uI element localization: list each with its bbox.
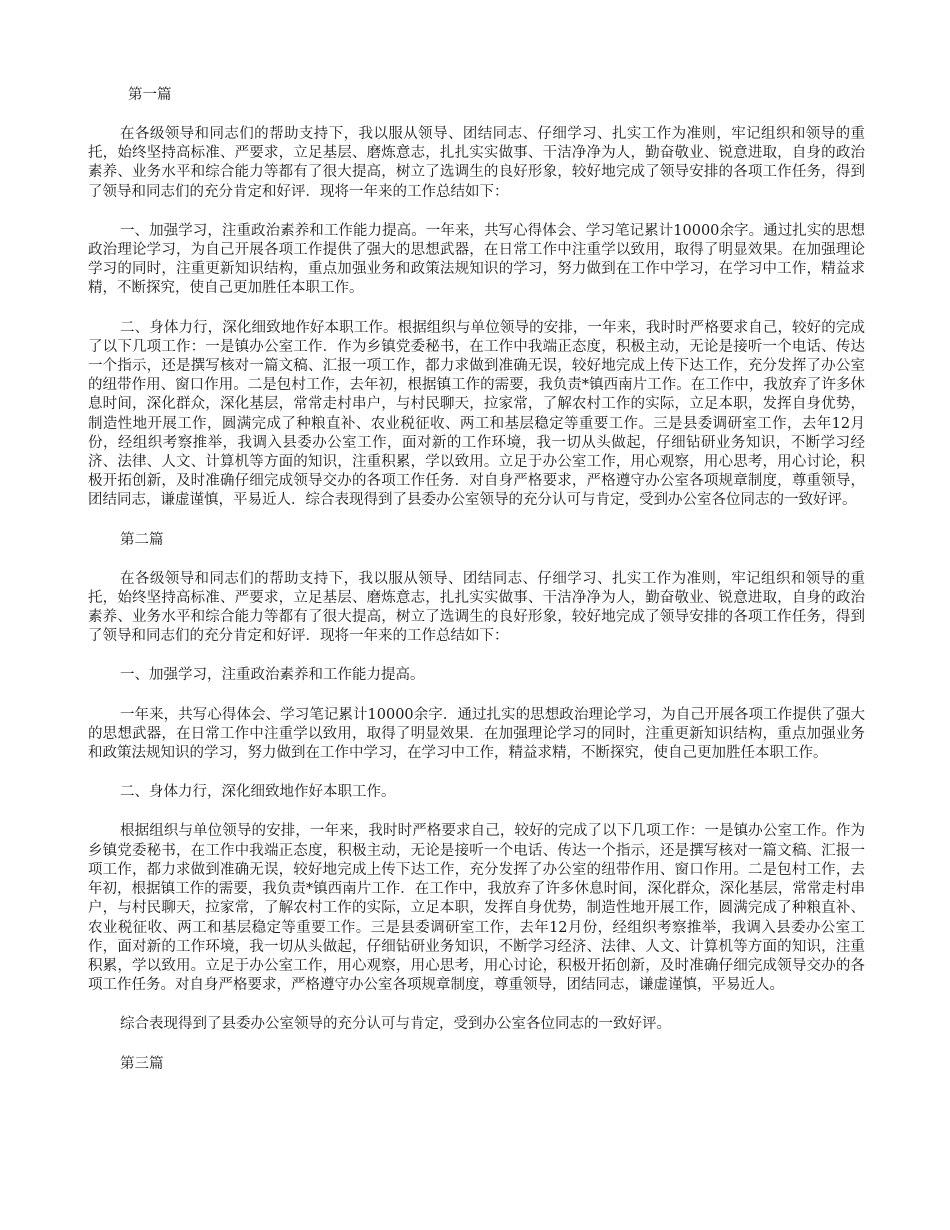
part-two-section-two-body: 根据组织与单位领导的安排，一年来，我时时严格要求自己，较好的完成了以下几项工作：一是镇办公室工作。作为乡镇党委秘书，在工作中我端正态度，积极主动，无论是接听一个电话、传达一个指示，还是撰写核对一篇文稿、汇报一项工作，都力求做到准确无误，较好地完成上传下达工作，充分发挥了办公室的纽带作用、窗口作用。二是包村工作，去年初，根据镇工作的需要，我负责*镇西南片工作．在工作中，我放弃了许多休息时间，深化群众，深化基层，常常走村串户，与村民聊天，拉家常，了解农村工作的实际，立足本职，发挥自身优势，制造性地开展工作，圆满完成了种粮直补、农业税征收、两工和基层稳定等重要工作。三是县委调研室工作，去年12月份，经组织考察推举，我调入县委办公室工作，面对新的工作环境，我一切从头做起，仔细钻研业务知识，不断学习经济、法律、人文、计算机等方面的知识，注重积累，学以致用。立足于办公室工作，用心观察，用心思考，用心讨论，积极开拓创新，及时准确仔细完成领导交办的各项工作任务。对自身严格要求，严格遵守办公室各项规章制度，尊重领导，团结同志，谦虚谨慎，平易近人。 — [88, 823, 865, 994]
part-two-intro-paragraph: 在各级领导和同志们的帮助支持下，我以服从领导、团结同志、仔细学习、扎实工作为准则，牢记组织和领导的重托，始终坚持高标准、严要求，立足基层、磨炼意志，扎扎实实做事、干洁净净为人，勤奋敬业、锐意进取，自身的政治素养、业务水平和综合能力等都有了很大提高，树立了选调生的良好形象，较好地完成了领导安排的各项工作任务，得到了领导和同志们的充分肯定和好评．现将一年来的工作总结如下： — [88, 570, 865, 645]
part-two-section-one-title: 一、加强学习，注重政治素养和工作能力提高。 — [120, 667, 425, 684]
part-one-heading: 第一篇 — [128, 87, 172, 103]
part-one-section-two-paragraph: 二、身体力行，深化细致地作好本职工作。根据组织与单位领导的安排，一年来，我时时严格要求自己，较好的完成了以下几项工作：一是镇办公室工作．作为乡镇党委秘书，在工作中我端正态度，积极主动，无论是接听一个电话、传达一个指示，还是撰写核对一篇文稿、汇报一项工作，都力求做到准确无误，较好地完成上传下达工作，充分发挥了办公室的纽带作用、窗口作用。二是包村工作，去年初，根据镇工作的需要，我负责*镇西南片工作。在工作中，我放弃了许多休息时间，深化群众，深化基层，常常走村串户，与村民聊天，拉家常，了解农村工作的实际，立足本职，发挥自身优势，制造性地开展工作，圆满完成了种粮直补、农业税征收、两工和基层稳定等重要工作。三是县委调研室工作，去年12月份，经组织考察推举，我调入县委办公室工作，面对新的工作环境，我一切从头做起，仔细钻研业务知识，不断学习经济、法律、人文、计算机等方面的知识，注重积累，学以致用。立足于办公室工作，用心观察，用心思考，用心讨论，积极开拓创新，及时准确仔细完成领导交办的各项工作任务．对自身严格要求，严格遵守办公室各项规章制度，尊重领导，团结同志，谦虚谨慎，平易近人．综合表现得到了县委办公室领导的充分认可与肯定，受到办公室各位同志的一致好评。 — [88, 319, 865, 509]
part-one-intro-paragraph: 在各级领导和同志们的帮助支持下，我以服从领导、团结同志、仔细学习、扎实工作为准则，牢记组织和领导的重托，始终坚持高标准、严要求，立足基层、磨炼意志，扎扎实实做事、干洁净净为人，勤奋敬业、锐意进取，自身的政治素养、业务水平和综合能力等都有了很大提高，树立了选调生的良好形象，较好地完成了领导安排的各项工作任务，得到了领导和同志们的充分肯定和好评．现将一年来的工作总结如下： — [88, 126, 865, 200]
part-two-heading: 第二篇 — [120, 531, 164, 548]
part-two-section-two-title: 二、身体力行，深化细致地作好本职工作。 — [120, 784, 396, 801]
part-three-heading: 第三篇 — [120, 1055, 164, 1072]
part-two-section-one-body: 一年来，共写心得体会、学习笔记累计10000余字．通过扎实的思想政治理论学习，为自己开展各项工作提供了强大的思想武器，在日常工作中注重学以致用，取得了明显效果．在加强理论学习的同时，注重更新知识结构，重点加强业务和政策法规知识的学习，努力做到在工作中学习，在学习中工作，精益求精，不断探究，使自己更加胜任本职工作。 — [88, 706, 865, 762]
part-two-conclusion-paragraph: 综合表现得到了县委办公室领导的充分认可与肯定，受到办公室各位同志的一致好评。 — [120, 1016, 671, 1033]
part-one-section-one-paragraph: 一、加强学习，注重政治素养和工作能力提高。一年来，共写心得体会、学习笔记累计10000余字。通过扎实的思想政治理论学习，为自己开展各项工作提供了强大的思想武器，在日常工作中注重学以致用，取得了明显效果。在加强理论学习的同时，注重更新知识结构，重点加强业务和政策法规知识的学习，努力做到在工作中学习，在学习中工作，精益求精，不断探究，使自己更加胜任本职工作。 — [88, 222, 865, 297]
